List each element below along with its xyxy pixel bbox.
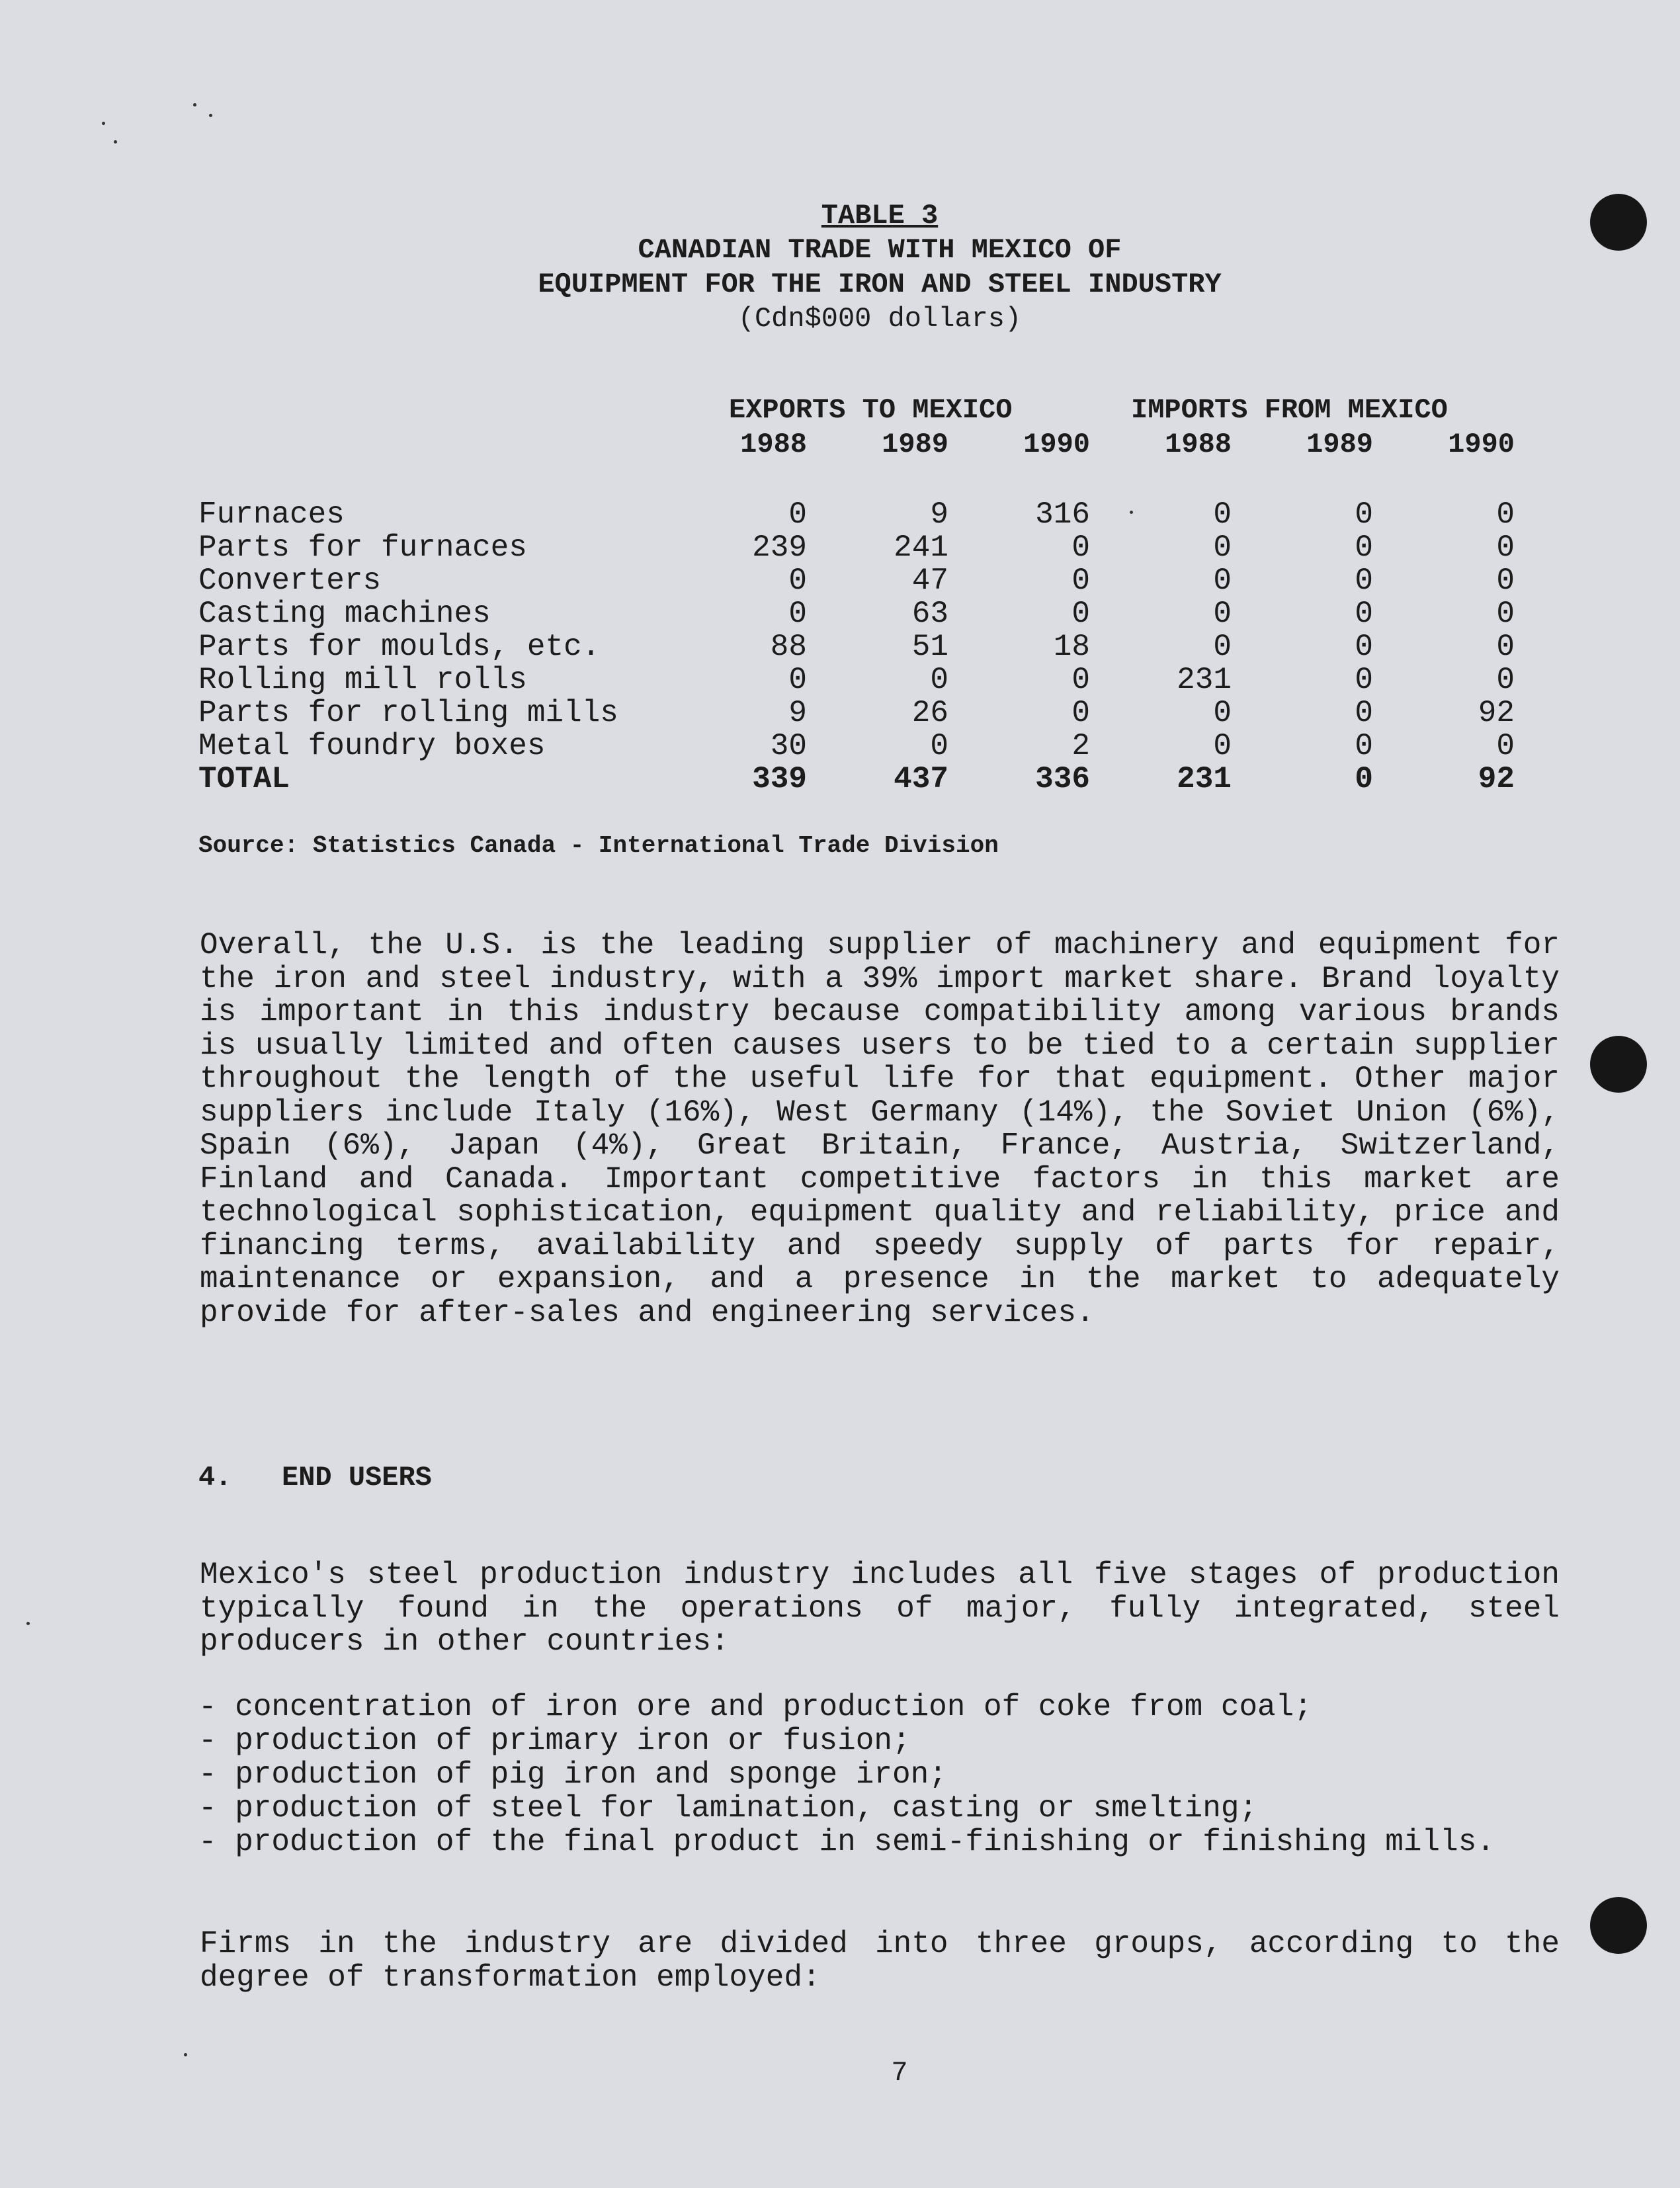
year-header: 1990 — [1448, 429, 1515, 460]
table-cell: 63 — [911, 597, 948, 631]
year-header: 1990 — [1023, 429, 1090, 460]
table-row — [198, 497, 1515, 530]
scan-speck — [26, 1622, 30, 1625]
row-label: Rolling mill rolls — [198, 663, 527, 697]
table-cell: 0 — [1355, 597, 1373, 631]
table-cell: 0 — [788, 497, 807, 532]
table-cell: 0 — [1355, 663, 1373, 697]
table-cell: 316 — [1035, 497, 1090, 532]
table-cell: 0 — [788, 663, 807, 697]
row-label: Converters — [198, 564, 382, 598]
table-cell: 0 — [1071, 564, 1090, 598]
table-cell: 2 — [1071, 729, 1090, 763]
year-header: 1988 — [1165, 429, 1232, 460]
table-cell: 88 — [770, 630, 807, 664]
table-total-row — [198, 762, 1515, 795]
table-heading-line-1: CANADIAN TRADE WITH MEXICO OF — [638, 234, 1122, 266]
table-cell: 0 — [1496, 597, 1515, 631]
table-cell: 231 — [1177, 663, 1232, 697]
table-cell: 0 — [930, 729, 948, 763]
table-row — [198, 530, 1515, 564]
list-item: - production of steel for lamination, casting or smelting; — [198, 1791, 1258, 1826]
imports-group-header: IMPORTS FROM MEXICO — [1131, 394, 1448, 426]
total-cell: 336 — [1035, 762, 1090, 796]
table-cell: 0 — [1496, 497, 1515, 532]
table-cell: 0 — [1355, 630, 1373, 664]
table-cell: 18 — [1053, 630, 1090, 664]
total-cell: 92 — [1478, 762, 1515, 796]
year-header: 1989 — [882, 429, 948, 460]
row-label: Parts for rolling mills — [198, 696, 618, 730]
table-cell: 0 — [1213, 597, 1232, 631]
table-cell: 239 — [752, 530, 807, 565]
year-header: 1988 — [740, 429, 807, 460]
table-row — [198, 597, 1515, 630]
table-cell: 0 — [1355, 497, 1373, 532]
table-units: (Cdn$000 dollars) — [737, 303, 1022, 335]
total-cell: 231 — [1177, 762, 1232, 796]
exports-group-header: EXPORTS TO MEXICO — [729, 394, 1013, 426]
table-source-note: Source: Statistics Canada - International Trade Division — [198, 832, 999, 859]
table-row — [198, 663, 1515, 696]
row-label: Metal foundry boxes — [198, 729, 546, 763]
table-cell: 0 — [1496, 729, 1515, 763]
list-item: - production of the final product in semi-finishing or finishing mills. — [198, 1825, 1495, 1859]
table-cell: 92 — [1478, 696, 1515, 730]
table-cell: 0 — [1071, 696, 1090, 730]
table-cell: 0 — [1213, 564, 1232, 598]
table-cell: 0 — [1071, 530, 1090, 565]
table-cell: 0 — [1213, 729, 1232, 763]
scan-speck — [184, 2053, 187, 2056]
table-heading-line-2: EQUIPMENT FOR THE IRON AND STEEL INDUSTRY — [538, 269, 1222, 300]
table-cell: 47 — [911, 564, 948, 598]
table-cell: 0 — [788, 564, 807, 598]
table-row — [198, 729, 1515, 762]
paragraph-import-suppliers: Overall, the U.S. is the leading supplier of machinery and equipment for the iron and steel industry, with a 39% import market share. Brand loyalty is important in this industry because compatibility among various brands is usually limited and often causes users to be tied to a certain supplier throughout the length of the useful life for that equipment. Other major suppliers include Italy (16%), West Germany (14%), the Soviet Union (6%), Spain (6%), Japan (4%), Great Britain, France, Austria, Switzerland, Finland and Canada. Important competitive factors in this market are technological sophistication, equipment quality and reliability, price and financing terms, availability and speedy supply of parts for repair, maintenance or expansion, and a presence in the market to adequately provide for after-sales and engineering services. — [200, 928, 1560, 1330]
binder-hole-bottom — [1590, 1897, 1647, 1954]
table-cell: 0 — [788, 597, 807, 631]
scan-speck — [193, 103, 196, 106]
table-title-block — [331, 198, 1429, 336]
row-label: Furnaces — [198, 497, 345, 532]
table-cell: 0 — [1071, 597, 1090, 631]
table-number: TABLE 3 — [821, 200, 939, 231]
total-label: TOTAL — [198, 762, 290, 796]
table-cell: 0 — [1355, 530, 1373, 565]
table-cell: 0 — [1213, 497, 1232, 532]
table-cell: 0 — [1355, 729, 1373, 763]
page-number: 7 — [891, 2057, 908, 2089]
row-label: Parts for furnaces — [198, 530, 527, 565]
table-cell: 241 — [894, 530, 948, 565]
table-cell: 0 — [1496, 663, 1515, 697]
total-cell: 0 — [1355, 762, 1373, 796]
table-cell: 9 — [788, 696, 807, 730]
list-item: - production of primary iron or fusion; — [198, 1724, 911, 1758]
table-cell: 0 — [1213, 530, 1232, 565]
production-stages-list — [198, 1691, 1574, 1859]
row-label: Parts for moulds, etc. — [198, 630, 601, 664]
table-cell: 9 — [930, 497, 948, 532]
table-cell: 30 — [770, 729, 807, 763]
scan-speck — [209, 114, 212, 117]
total-cell: 339 — [752, 762, 807, 796]
year-header: 1989 — [1306, 429, 1373, 460]
section-heading-end-users: 4. END USERS — [198, 1462, 432, 1494]
table-cell: 0 — [1071, 663, 1090, 697]
table-cell: 0 — [1355, 564, 1373, 598]
table-cell: 0 — [930, 663, 948, 697]
list-item: - concentration of iron ore and production of coke from coal; — [198, 1690, 1312, 1724]
table-row — [198, 630, 1515, 663]
paragraph-steel-stages: Mexico's steel production industry includes all five stages of production typically found in the operations of major, fully integrated, steel producers in other countries: — [200, 1558, 1560, 1659]
binder-hole-middle — [1590, 1036, 1647, 1093]
scan-speck — [114, 140, 117, 144]
total-cell: 437 — [894, 762, 948, 796]
scan-speck — [102, 122, 105, 125]
table-row — [198, 564, 1515, 597]
table-cell: 26 — [911, 696, 948, 730]
paragraph-firm-groups: Firms in the industry are divided into three groups, according to the degree of transformation employed: — [200, 1927, 1560, 1995]
table-cell: 0 — [1496, 564, 1515, 598]
binder-hole-top — [1590, 194, 1647, 251]
row-label: Casting machines — [198, 597, 491, 631]
table-cell: 0 — [1355, 696, 1373, 730]
list-item: - production of pig iron and sponge iron; — [198, 1757, 947, 1792]
table-cell: 0 — [1213, 630, 1232, 664]
table-cell: 0 — [1213, 696, 1232, 730]
table-cell: 0 — [1496, 630, 1515, 664]
table-cell: 51 — [911, 630, 948, 664]
table-cell: 0 — [1496, 530, 1515, 565]
table-row — [198, 696, 1515, 729]
